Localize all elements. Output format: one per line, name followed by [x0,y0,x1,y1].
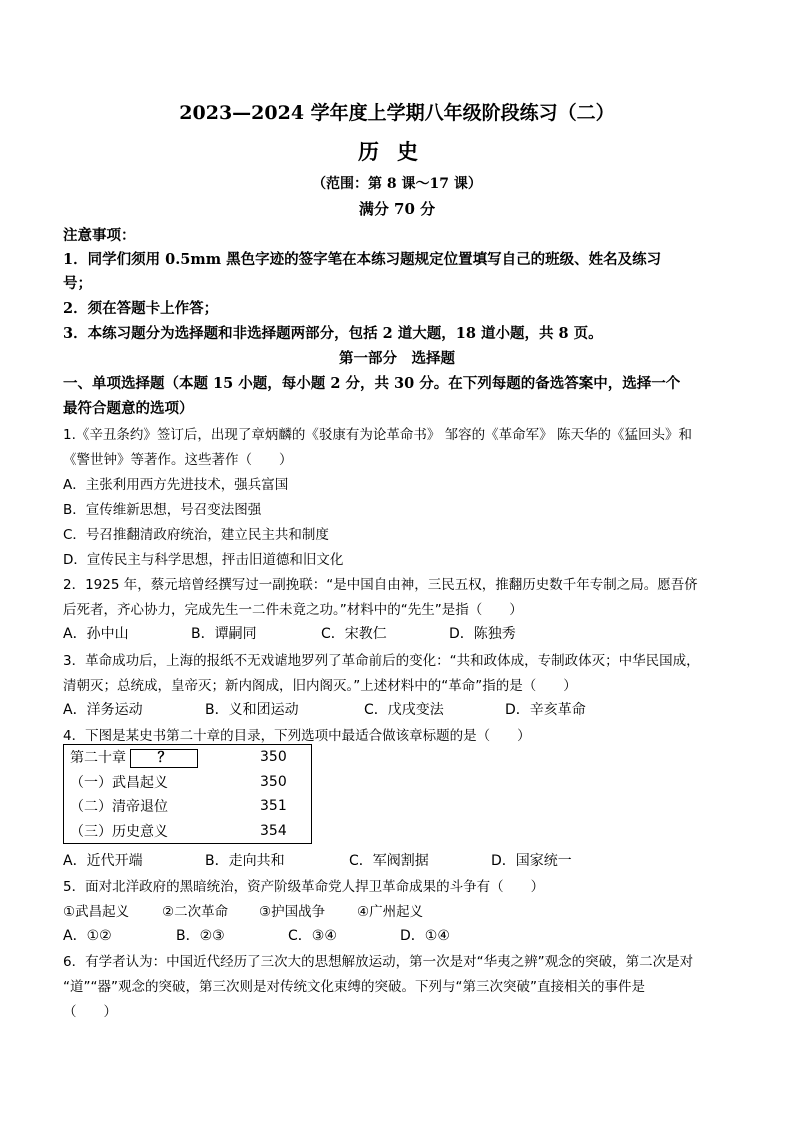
question-2-stem: 2．1925 年，蔡元培曾经撰写过一副挽联：“是中国自由神，三民五权，推翻历史数千年专制之局。愿吾侪 [63,577,698,593]
question-1-stem: 1.《辛丑条约》签订后，出现了章炳麟的《驳康有为论革命书》 邹容的《革命军》 陈天华的《猛回头》和 [63,427,692,443]
question-5-item-2: ②二次革命 [162,904,229,920]
question-3-option-b: B．义和团运动 [205,702,299,718]
question-4-option-d: D．国家统一 [491,853,572,869]
note-item-1-cont: 号； [63,275,92,292]
question-6-answer-blank: （ ） [63,1004,117,1020]
question-2-option-a: A．孙中山 [63,626,129,642]
question-2-stem-cont: 后死者，齐心协力，完成先生一二件未竟之功。”材料中的“先生”是指（ ） [63,602,523,618]
toc-title-blank-box: ？ [130,749,198,768]
question-6-stem: 6．有学者认为：中国近代经历了三次大的思想解放运动，第一次是对“华夷之辨”观念的突破，第二次是对 [63,954,694,970]
question-3-stem: 3．革命成功后，上海的报纸不无戏谑地罗列了革命前后的变化：“共和政体成，专制政体灭；中华民国成， [63,653,700,669]
question-4-option-c: C．军阀割据 [349,853,429,869]
table-row [64,770,312,795]
note-item-3: 3．本练习题分为选择题和非选择题两部分，包括 2 道大题，18 道小题，共 8 页。 [63,325,603,342]
toc-entry: （二）清帝退位 [70,799,168,816]
question-6-stem-cont: “道”“器”观念的突破，第三次则是对传统文化束缚的突破。下列与“第三次突破”直接相关的事件是 [63,979,645,995]
section-instructions-cont: 最符合题意的选项） [63,400,194,417]
toc-page: 351 [260,798,287,815]
question-5-option-c: C．③④ [288,928,337,944]
question-3-stem-cont: 清朝灭；总统成，皇帝灭；新内阁成，旧内阁灭。”上述材料中的“革命”指的是（ ） [63,678,577,694]
section-instructions: 一、单项选择题（本题 15 小题，每小题 2 分，共 30 分。在下列每题的备选答案中，选择一个 [63,375,681,392]
question-1-option-a: A．主张利用西方先进技术，强兵富国 [63,477,289,493]
toc-page: 350 [260,773,287,790]
question-1-stem-cont: 《警世钟》等著作。这些著作（ ） [63,452,293,468]
question-2-option-c: C．宋教仁 [321,626,387,642]
question-2-option-d: D．陈独秀 [449,626,516,642]
question-2-option-b: B．谭嗣同 [191,626,257,642]
toc-entry: （一）武昌起义 [70,774,168,791]
toc-chapter-label: 第二十章 [70,750,126,766]
exam-scope: （范围：第 8 课～17 课） [312,176,482,192]
question-3-option-d: D．辛亥革命 [505,702,586,718]
note-item-2: 2．须在答题卡上作答； [63,300,219,317]
question-1-option-b: B．宣传维新思想，号召变法图强 [63,502,262,518]
question-5-option-a: A．①② [63,928,112,944]
toc-page: 350 [260,749,287,766]
question-5-item-4: ④广州起义 [357,904,424,920]
toc-entry: （三）历史意义 [70,823,168,840]
question-4-option-b: B．走向共和 [205,853,285,869]
question-1-option-d: D．宣传民主与科学思想，抨击旧道德和旧文化 [63,552,344,568]
question-5-item-3: ③护国战争 [259,904,326,920]
notes-heading: 注意事项： [63,227,136,244]
question-4-option-a: A．近代开端 [63,853,143,869]
part1-title: 第一部分 选择题 [339,350,455,367]
table-of-contents [63,744,312,844]
table-row [64,745,312,770]
table-row [64,819,312,844]
subject-title: 历史 [358,139,436,164]
exam-title: 2023—2024 学年度上学期八年级阶段练习（二） [179,102,615,124]
question-4-stem: 4．下图是某史书第二十章的目录，下列选项中最适合做该章标题的是（ ） [63,728,531,744]
question-3-option-c: C．戊戌变法 [364,702,444,718]
note-item-1: 1．同学们须用 0.5mm 黑色字迹的签字笔在本练习题规定位置填写自己的班级、姓名及练习 [63,251,662,268]
question-5-option-d: D．①④ [400,928,450,944]
question-3-option-a: A．洋务运动 [63,702,143,718]
question-1-option-c: C．号召推翻清政府统治，建立民主共和制度 [63,527,329,543]
table-row [64,794,312,819]
question-5-item-1: ①武昌起义 [63,904,130,920]
question-5-option-b: B．②③ [176,928,225,944]
full-score: 满分 70 分 [358,200,436,218]
toc-page: 354 [260,822,287,839]
question-5-stem: 5．面对北洋政府的黑暗统治，资产阶级革命党人捍卫革命成果的斗争有（ ） [63,879,545,895]
